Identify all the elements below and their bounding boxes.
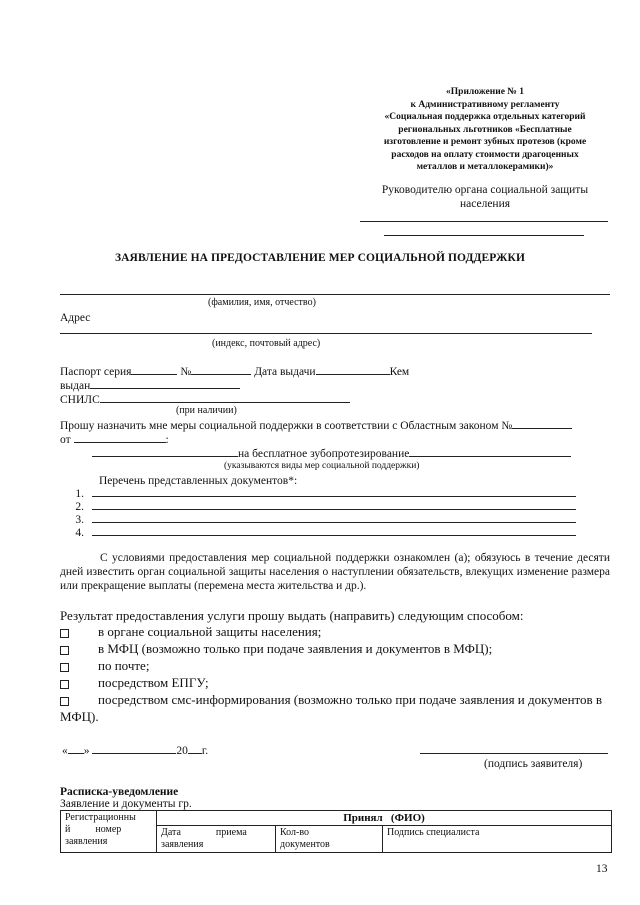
quote-open: « [62,745,68,757]
passport-series-field[interactable] [131,364,177,375]
doc-number: 4. [75,527,84,539]
option-label: в МФЦ (возможно только при подаче заявления и документов в МФЦ); [98,641,493,656]
appendix-line: региональных льготников «Бесплатные [398,124,572,135]
law-date-field[interactable] [120,432,166,443]
year-prefix: 20 [176,745,188,757]
year-suffix: г. [201,745,209,757]
appendix-line: «Социальная поддержка отдельных категорий [384,112,586,122]
doc-number: 1. [75,488,84,500]
passport-number-label: № [180,366,192,378]
addressee-blank-line[interactable] [384,235,584,236]
dental-row [92,446,571,461]
issued-label: выдан [60,380,91,392]
count-label: Кол-во [280,827,310,838]
appendix-line: металлов и металлокерамики)» [416,162,554,172]
year-field[interactable] [188,743,202,754]
passport-series-label: Паспорт серия [60,366,132,378]
checkbox[interactable] [60,646,69,655]
result-option [60,641,612,658]
result-option [60,658,612,675]
accepted-header: Принял (ФИО) [157,811,612,826]
issued-by-field[interactable] [90,378,240,389]
if-any-hint: (при наличии) [176,405,237,416]
reg-number-label: Регистрационны [65,812,136,823]
checkbox[interactable] [60,697,69,706]
issue-date-label: Дата выдачи [254,366,316,378]
from-label: от [60,434,71,446]
receipt-table [60,810,612,853]
dental-text: на бесплатное зубопротезирование [238,448,410,460]
result-option-cont: МФЦ). [60,709,99,724]
option-label: по почте; [98,658,150,673]
specialist-cell: Подпись специалиста [383,826,612,853]
result-option [60,692,612,709]
reg-number-label: заявления [65,836,108,847]
issue-date-field[interactable] [316,364,390,375]
addressee-block [360,183,610,211]
doc-number: 3. [75,514,84,526]
reg-number-cell [61,811,157,853]
fio-hint: (фамилия, имя, отчество) [208,297,316,308]
option-label: в органе социальной защиты населения; [98,624,322,639]
doc-number: 2. [75,501,84,513]
doc-row [70,512,576,525]
passport-number-field[interactable] [191,364,251,375]
from-row [60,432,169,447]
quote-close: » [83,745,90,757]
addressee-line: Руководителю органа социальной защиты [381,184,589,196]
page-number: 13 [596,863,608,875]
doc-row [70,499,576,512]
issued-row [60,378,240,393]
address-label: Адрес [60,312,91,324]
doc-field[interactable] [92,512,576,523]
checkbox[interactable] [60,663,69,672]
count-label: документов [280,839,330,850]
docs-list [70,486,576,538]
signature-line[interactable] [420,753,608,754]
date-cell [157,826,276,853]
support-type-field[interactable] [409,446,571,457]
day-field[interactable] [68,743,84,754]
request-text: Прошу назначить мне меры социальной поддержки в соответствии с Областным законом № [60,420,513,432]
conditions-paragraph: С условиями предоставления мер социальной поддержки ознакомлен (а); обязуюсь в течение десяти дней известить орган социальной защиты населения о наступлении обязательств, влекущих изменение размера или прекращение выплаты (перемена места жительства и др.). [60,552,610,592]
appendix-header [360,86,610,174]
colon: : [165,434,169,446]
snils-field[interactable] [100,392,350,403]
fio-line[interactable] [60,294,610,295]
result-option [60,624,612,641]
appendix-line: «Приложение № 1 [446,87,524,97]
date-row [62,743,208,758]
appendix-line: расходов на оплату стоимости драгоценных [391,149,579,160]
address-line[interactable] [60,333,592,334]
reg-number-label: й номер [65,824,122,835]
receipt-title: Расписка-уведомление [60,786,179,798]
law-date-field[interactable] [74,432,120,443]
checkbox[interactable] [60,680,69,689]
document-title: ЗАЯВЛЕНИЕ НА ПРЕДОСТАВЛЕНИЕ МЕР СОЦИАЛЬНОЙ ПОДДЕРЖКИ [114,252,525,264]
month-field[interactable] [92,743,176,754]
passport-row [60,364,409,379]
docs-list-label: Перечень представленных документов*: [99,475,298,487]
support-type-field[interactable] [92,446,238,457]
receipt-subtitle: Заявление и документы гр. [60,798,192,810]
result-option [60,675,612,692]
doc-row [70,525,576,538]
doc-field[interactable] [92,525,576,536]
law-number-field[interactable] [512,418,572,429]
addressee-line: населения [459,198,511,210]
count-cell [276,826,383,853]
result-options [60,624,612,726]
issued-by-label: Кем [389,366,410,378]
snils-label: СНИЛС [60,394,100,406]
signature-hint: (подпись заявителя) [484,758,583,770]
option-label: посредством смс-информирования (возможно только при подаче заявления и документов в [98,692,603,707]
doc-field[interactable] [92,486,576,497]
appendix-line: к Административному регламенту [410,99,560,110]
result-heading: Результат предоставления услуги прошу выдать (направить) следующим способом: [60,608,524,623]
doc-row [70,486,576,499]
date-label: заявления [161,839,204,850]
addressee-blank-line[interactable] [360,221,608,222]
types-hint: (указываются виды мер социальной поддержки) [224,461,420,471]
address-hint: (индекс, почтовый адрес) [212,338,321,349]
appendix-line: изготовление и ремонт зубных протезов (кроме [383,137,587,147]
option-label: посредством ЕПГУ; [98,675,209,690]
checkbox[interactable] [60,629,69,638]
request-row [60,418,572,433]
doc-field[interactable] [92,499,576,510]
date-label: Дата приема [161,827,247,838]
